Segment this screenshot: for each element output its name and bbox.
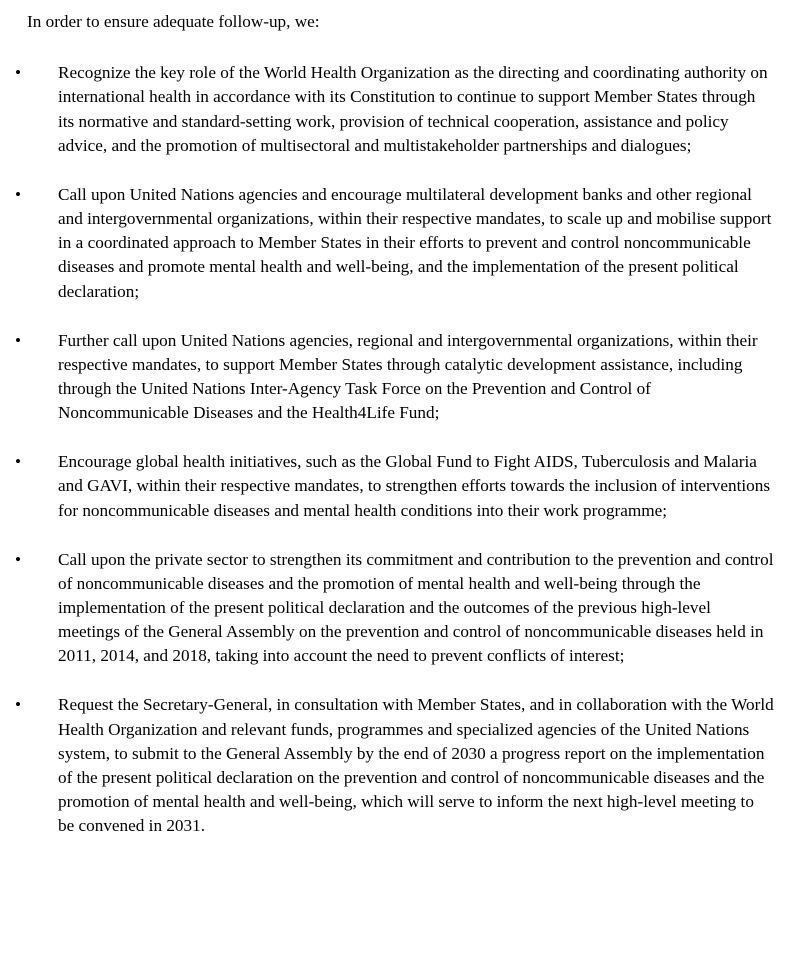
bullet-icon: • xyxy=(15,63,22,83)
list-item-text: Call upon the private sector to strengthen its commitment and contribution to the prevention and control of noncommunicable diseases and the promotion of mental health and well-being through the implementation of the present political declaration and the outcomes of the previous high-level meetings of the General Assembly on the prevention and control of noncommunicable diseases held in 2011, 2014, and 2018, taking into account the need to prevent conflicts of interest; xyxy=(58,549,774,666)
list-item xyxy=(15,61,774,158)
bullet-icon: • xyxy=(15,695,22,715)
bullet-icon: • xyxy=(15,452,22,472)
list-item xyxy=(15,183,774,304)
list-item xyxy=(15,450,774,523)
list-item-text: Call upon United Nations agencies and encourage multilateral development banks and other regional and intergovernmental organizations, within their respective mandates, to scale up and mobilise support in a coordinated approach to Member States in their efforts to prevent and control noncommunicable diseases and promote mental health and well-being, and the implementation of the present political declaration; xyxy=(58,184,772,301)
bullet-icon: • xyxy=(15,549,22,569)
list-item xyxy=(15,329,774,426)
list-item-text: Request the Secretary-General, in consultation with Member States, and in collaboration with the World Health Organization and relevant funds, programmes and specialized agencies of the United Nations system, to submit to the General Assembly by the end of 2030 a progress report on the implementation of the present political declaration on the prevention and control of noncommunicable diseases and the promotion of mental health and well-being, which will serve to inform the next high-level meeting to be convened in 2031. xyxy=(58,695,774,836)
commitments-list xyxy=(15,61,774,838)
bullet-icon: • xyxy=(15,184,22,204)
list-item-text: Encourage global health initiatives, such as the Global Fund to Fight AIDS, Tuberculosis and Malaria and GAVI, within their respective mandates, to strengthen efforts towards the inclusion of interventions for noncommunicable diseases and mental health conditions into their work programme; xyxy=(58,452,771,520)
list-item xyxy=(15,693,774,838)
bullet-icon: • xyxy=(15,330,22,350)
list-item-text: Recognize the key role of the World Health Organization as the directing and coordinating authority on international health in accordance with its Constitution to continue to support Member States through its normative and standard-setting work, provision of technical cooperation, assistance and policy advice, and the promotion of multisectoral and multistakeholder partnerships and dialogues; xyxy=(58,63,768,155)
list-item-text: Further call upon United Nations agencies, regional and intergovernmental organizations, within their respective mandates, to support Member States through catalytic development assistance, including through the United Nations Inter-Agency Task Force on the Prevention and Control of Noncommunicable Diseases and the Health4Life Fund; xyxy=(58,330,758,423)
list-item xyxy=(15,548,774,669)
intro-paragraph: In order to ensure adequate follow-up, we: xyxy=(27,12,320,31)
